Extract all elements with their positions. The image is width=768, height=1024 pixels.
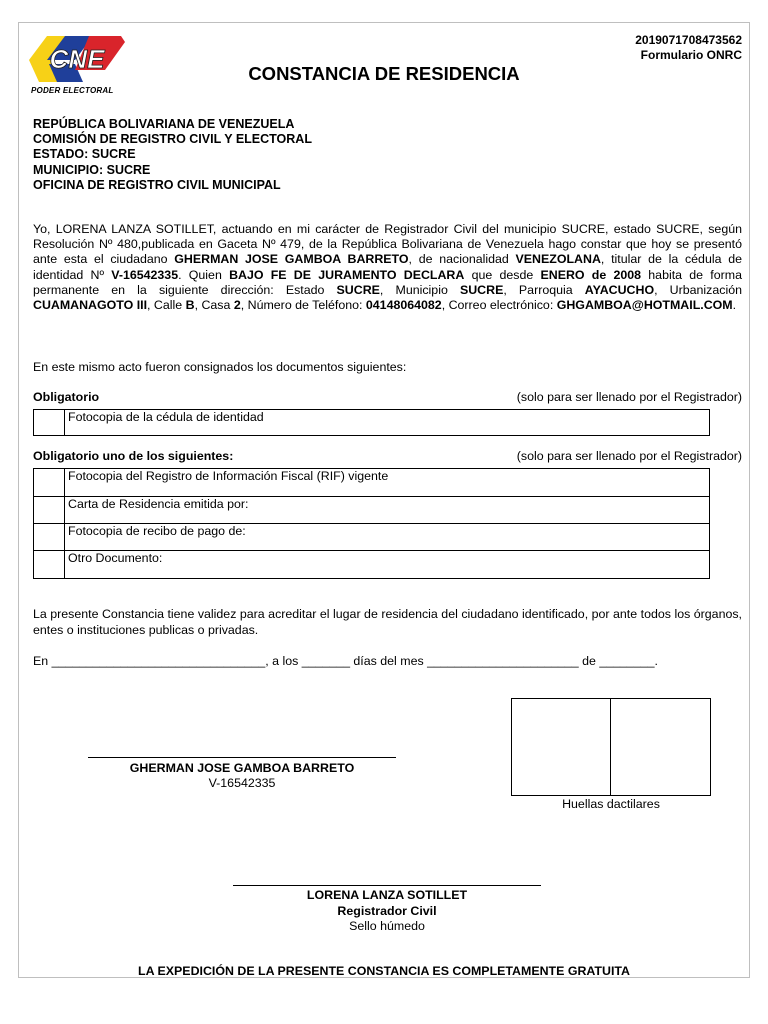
document-item: Otro Documento: [65, 551, 710, 579]
registrar-checkbox[interactable] [34, 410, 65, 436]
table-row [34, 469, 710, 497]
validity-paragraph: La presente Constancia tiene validez para acreditar el lugar de residencia del ciudadano identificado, por ante todos los órganos, entes o instituciones publicas o privadas. [33, 607, 742, 637]
table-row [34, 410, 710, 436]
mandatory-note: (solo para ser llenado por el Registrador) [516, 390, 742, 404]
text-run: , de nacionalidad [408, 252, 516, 267]
fingerprint-divider [610, 698, 611, 796]
text-run: , Calle [147, 298, 186, 313]
form-name: Formulario ONRC [640, 48, 742, 62]
fingerprints-label: Huellas dactilares [562, 797, 660, 811]
one-of-label: Obligatorio uno de los siguientes: [33, 449, 234, 463]
institution-line: COMISIÓN DE REGISTRO CIVIL Y ELECTORAL [33, 132, 312, 147]
address-municipality: SUCRE [459, 282, 504, 297]
registrar-name: LORENA LANZA SOTILLET [306, 888, 468, 902]
nationality: VENEZOLANA [515, 252, 601, 267]
id-number: V-16542335 [111, 267, 179, 282]
text-run: que desde [464, 267, 541, 282]
email-address: GHGAMBOA@HOTMAIL.COM [556, 298, 733, 313]
text-run: habita de forma permanente en la siguiente dirección: Estado [33, 267, 742, 297]
document-item: Fotocopia de la cédula de identidad [65, 410, 710, 436]
registrar-checkbox[interactable] [34, 497, 65, 524]
citizen-name: GHERMAN JOSE GAMBOA BARRETO [174, 252, 409, 267]
address-state: SUCRE [336, 282, 380, 297]
institution-line: ESTADO: SUCRE [33, 147, 136, 162]
logo-lettering: CNE [49, 44, 105, 74]
page-title: CONSTANCIA DE RESIDENCIA [248, 63, 520, 84]
citizen-signature-name: GHERMAN JOSE GAMBOA BARRETO [129, 761, 355, 775]
oath-statement: BAJO FE DE JURAMENTO DECLARA [229, 267, 465, 282]
institution-block [33, 117, 312, 193]
text-run: , Casa [194, 298, 234, 313]
address-house: 2 [233, 298, 241, 313]
text-run: , Correo electrónico: [441, 298, 557, 313]
documents-intro: En este mismo acto fueron consignados los documentos siguientes: [33, 360, 407, 374]
phone-number: 04148064082 [365, 298, 442, 313]
footer-note: LA EXPEDICIÓN DE LA PRESENTE CONSTANCIA ES COMPLETAMENTE GRATUITA [138, 964, 630, 978]
logo-subtitle: PODER ELECTORAL [31, 86, 114, 95]
text-run: . Quien [178, 267, 230, 282]
address-street: B [185, 298, 195, 313]
document-number: 2019071708473562 [635, 33, 742, 47]
institution-line: MUNICIPIO: SUCRE [33, 162, 151, 177]
residence-since: ENERO de 2008 [540, 267, 642, 282]
text-run: , titular de la cédula de identidad Nº [33, 252, 742, 282]
text-run: , Número de Teléfono: [240, 298, 366, 313]
institution-line: OFICINA DE REGISTRO CIVIL MUNICIPAL [33, 177, 281, 192]
registrar-title: Registrador Civil [337, 904, 437, 918]
table-row [34, 551, 710, 579]
mandatory-label: Obligatorio [33, 390, 100, 404]
table-row [34, 524, 710, 551]
one-of-note: (solo para ser llenado por el Registrador) [516, 449, 742, 463]
citizen-signature-id: V-16542335 [208, 776, 276, 790]
one-of-documents-table [33, 468, 710, 579]
document-item: Fotocopia del Registro de Información Fiscal (RIF) vigente [65, 469, 710, 497]
address-urbanization: CUAMANAGOTO III [33, 298, 148, 313]
document-item: Carta de Residencia emitida por: [65, 497, 710, 524]
registrar-signature-line [233, 885, 541, 886]
citizen-signature-line [88, 757, 396, 758]
address-parish: AYACUCHO [584, 282, 655, 297]
fingerprint-box [511, 698, 711, 796]
date-line: En _______________________________, a los _______ días del mes ______________________ de ________. [33, 654, 658, 668]
document-item: Fotocopia de recibo de pago de: [65, 524, 710, 551]
table-row [34, 497, 710, 524]
registrar-checkbox[interactable] [34, 524, 65, 551]
mandatory-documents-table [33, 409, 710, 436]
text-run: , Municipio [379, 282, 460, 297]
text-run: . [732, 298, 737, 313]
declaration-paragraph [33, 222, 742, 313]
registrar-checkbox[interactable] [34, 469, 65, 497]
text-run: Yo, LORENA LANZA SOTILLET, actuando en mi carácter de Registrador Civil del municipio SUCRE, estado SUCRE, según Resolución Nº 480,publicada en Gaceta Nº 479, de la República Bolivariana de Venezuela hago constar que hoy se presentó ante esta el ciudadano [33, 222, 742, 267]
text-run: , Urbanización [654, 282, 742, 297]
institution-line: REPÚBLICA BOLIVARIANA DE VENEZUELA [33, 117, 295, 131]
registrar-checkbox[interactable] [34, 551, 65, 579]
text-run: , Parroquia [503, 282, 585, 297]
seal-label: Sello húmedo [349, 919, 425, 933]
